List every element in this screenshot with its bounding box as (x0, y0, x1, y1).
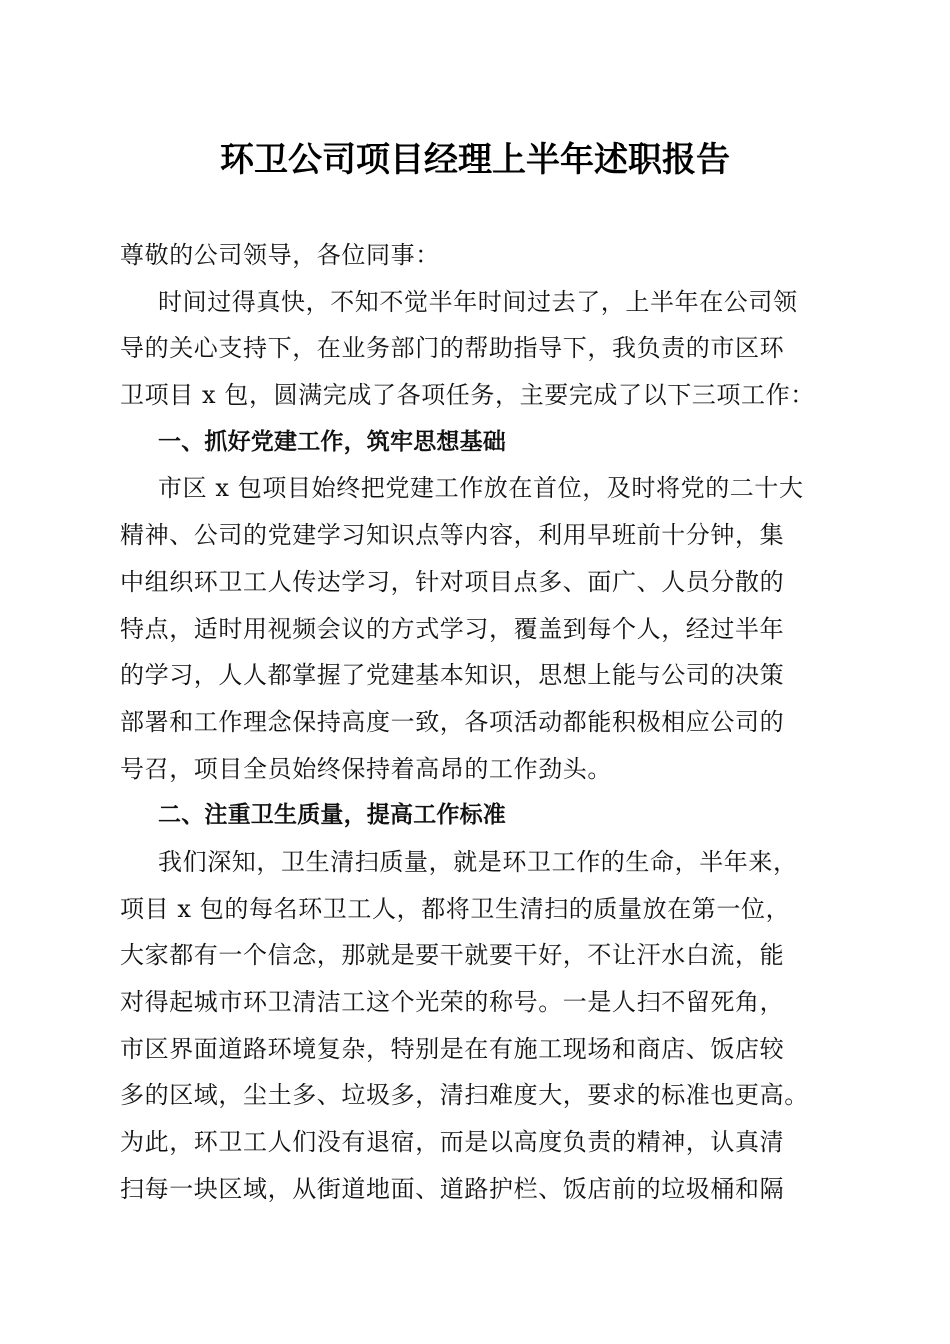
salutation: 尊敬的公司领导，各位同事： (120, 241, 440, 269)
paragraph-line: 市区 x 包项目始终把党建工作放在首位，及时将党的二十大 (158, 474, 804, 503)
paragraph-line: 中组织环卫工人传达学习，针对项目点多、面广、人员分散的 (120, 567, 785, 596)
paragraph-line: 导的关心支持下，在业务部门的帮助指导下，我负责的市区环 (120, 334, 785, 363)
paragraph-line: 对得起城市环卫清洁工这个光荣的称号。一是人扫不留死角， (120, 988, 785, 1016)
paragraph-line: 多的区域，尘土多、垃圾多，清扫难度大，要求的标准也更高。 (120, 1081, 809, 1110)
paragraph-line: 精神、公司的党建学习知识点等内容，利用早班前十分钟，集 (120, 521, 785, 550)
section-heading: 一、抓好党建工作，筑牢思想基础 (158, 428, 506, 455)
paragraph-line: 号召，项目全员始终保持着高昂的工作劲头。 (120, 754, 612, 783)
paragraph-line: 我们深知，卫生清扫质量，就是环卫工作的生命，半年来， (158, 847, 798, 876)
section-heading: 二、注重卫生质量，提高工作标准 (158, 802, 506, 829)
paragraph-line: 为此，环卫工人们没有退宿，而是以高度负责的精神，认真清 (120, 1128, 785, 1157)
paragraph-line: 的学习，人人都掌握了党建基本知识，思想上能与公司的决策 (120, 661, 785, 690)
paragraph-line: 特点，适时用视频会议的方式学习，覆盖到每个人，经过半年 (120, 614, 785, 643)
paragraph-line: 卫项目 x 包，圆满完成了各项任务，主要完成了以下三项工作： (120, 381, 815, 410)
paragraph-line: 大家都有一个信念，那就是要干就要干好，不让汗水白流，能 (120, 941, 785, 970)
document-title: 环卫公司项目经理上半年述职报告 (220, 140, 730, 180)
paragraph-line: 项目 x 包的每名环卫工人，都将卫生清扫的质量放在第一位， (120, 894, 791, 923)
paragraph-line: 扫每一块区域，从街道地面、道路护栏、饭店前的垃圾桶和隔 (120, 1174, 785, 1203)
paragraph-line: 时间过得真快，不知不觉半年时间过去了，上半年在公司领 (158, 287, 798, 316)
paragraph-line: 市区界面道路环境复杂，特别是在有施工现场和商店、饭店较 (120, 1034, 785, 1063)
paragraph-line: 部署和工作理念保持高度一致，各项活动都能积极相应公司的 (120, 707, 785, 736)
document-body (120, 232, 840, 1212)
